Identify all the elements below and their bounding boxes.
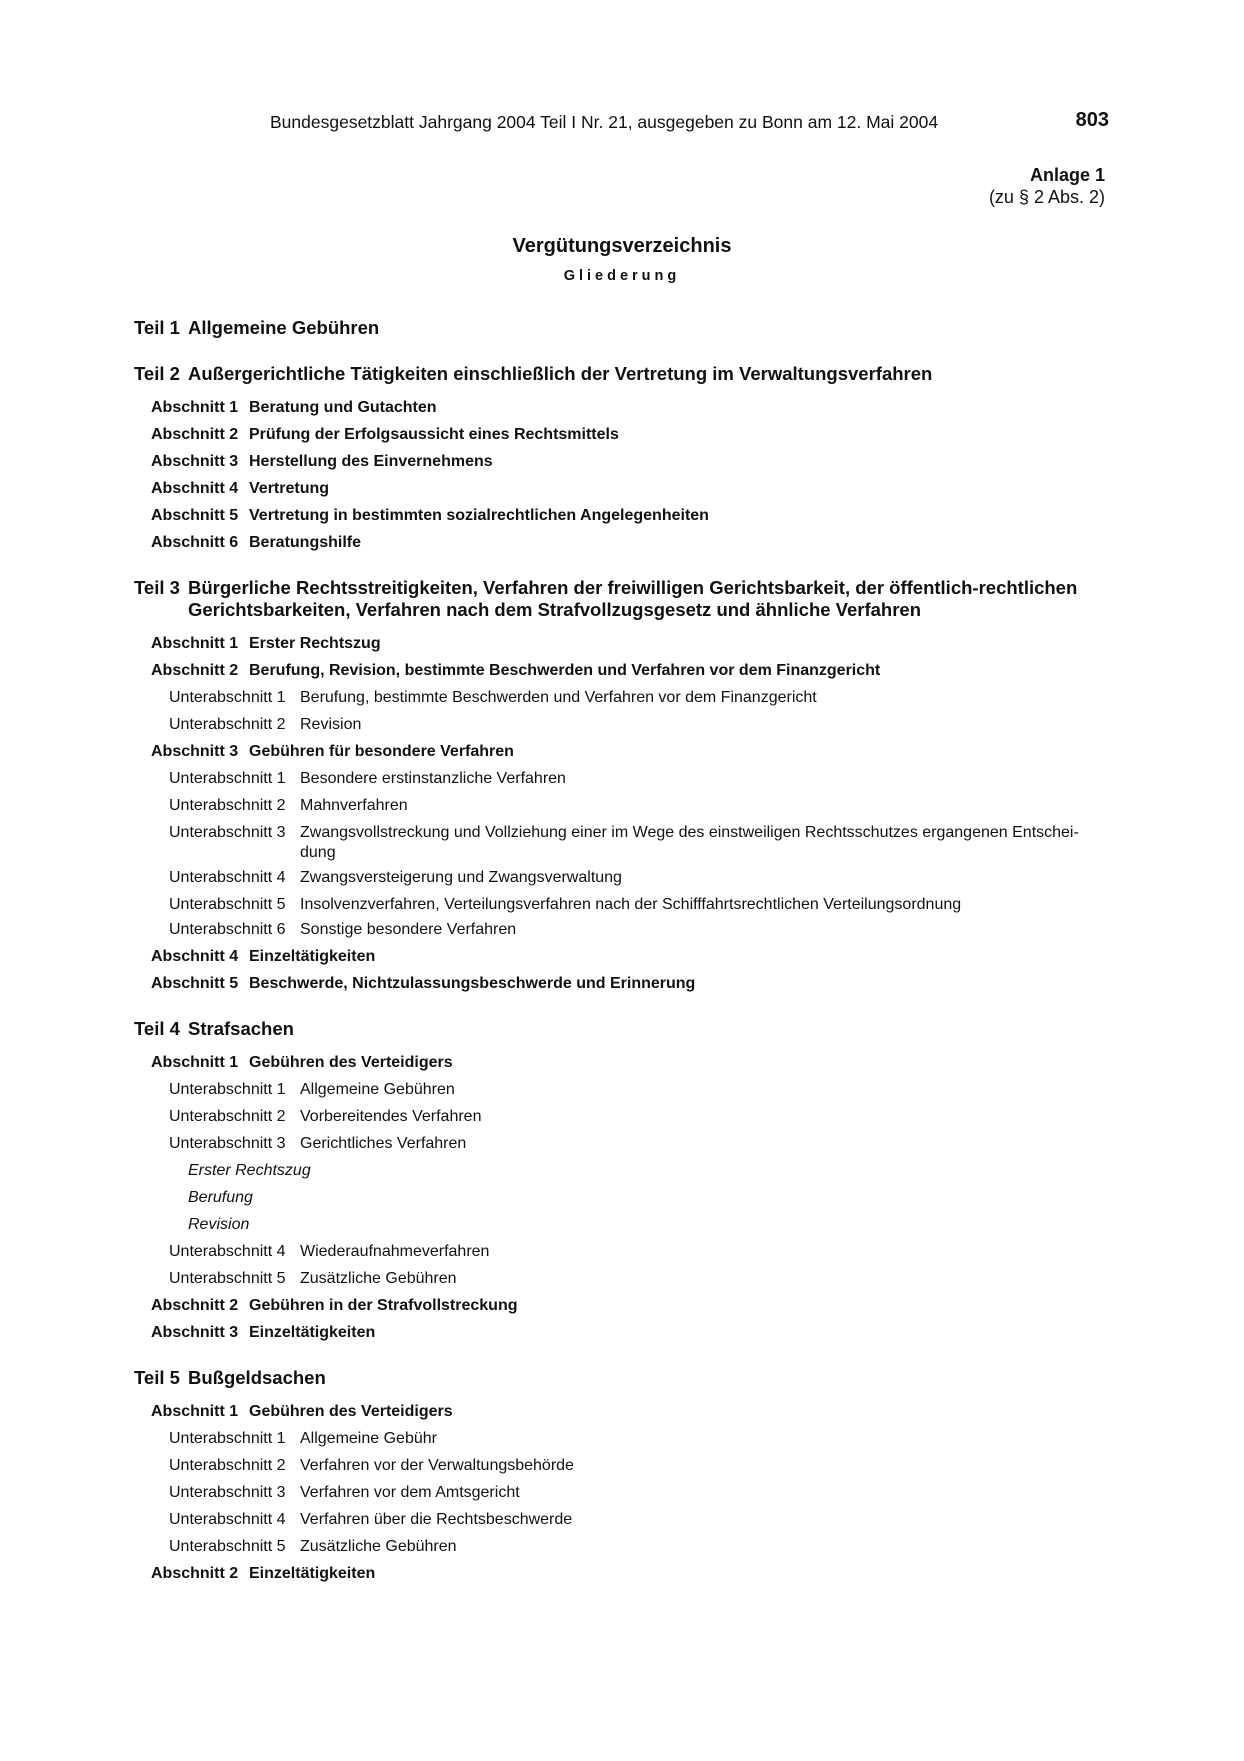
unterabschnitt-heading bbox=[169, 1483, 1100, 1503]
teil-number: Teil 3 bbox=[134, 577, 180, 598]
abschnitt-number: Abschnitt 3 bbox=[151, 1324, 239, 1341]
unterabschnitt-title: Sonstige besondere Verfahren bbox=[300, 921, 517, 938]
unterabschnitt-number: Unterabschnitt 4 bbox=[169, 869, 286, 886]
document-title: Vergütungsverzeichnis bbox=[512, 235, 732, 257]
abschnitt-number: Abschnitt 4 bbox=[151, 948, 239, 965]
abschnitt-title: Einzeltätigkeiten bbox=[249, 1324, 376, 1341]
unterabschnitt-number: Unterabschnitt 1 bbox=[169, 1430, 286, 1447]
unterabschnitt-title: Insolvenzverfahren, Verteilungsverfahren nach der Schifffahrtsrechtlichen Verteilungsordnung bbox=[300, 896, 962, 913]
abschnitt-number: Abschnitt 3 bbox=[151, 453, 239, 470]
abschnitt-title: Berufung, Revision, bestimmte Beschwerden und Verfahren vor dem Finanzgericht bbox=[249, 662, 881, 679]
unterabschnitt-number: Unterabschnitt 4 bbox=[169, 1243, 286, 1260]
abschnitt-heading bbox=[151, 452, 1100, 472]
unterabschnitt-number: Unterabschnitt 3 bbox=[169, 824, 286, 841]
unterabschnitt-title: Berufung, bestimmte Beschwerden und Verfahren vor dem Finanzgericht bbox=[300, 689, 817, 706]
unterabschnitt-title: Mahnverfahren bbox=[300, 797, 408, 814]
unterabschnitt-number: Unterabschnitt 5 bbox=[169, 1538, 286, 1555]
teil-number: Teil 4 bbox=[134, 1018, 180, 1039]
unterabschnitt-heading bbox=[169, 1107, 1100, 1127]
abschnitt-number: Abschnitt 6 bbox=[151, 534, 239, 551]
rechtszug-item: Berufung bbox=[188, 1189, 253, 1206]
abschnitt-title: Prüfung der Erfolgsaussicht eines Rechtsmittels bbox=[249, 426, 619, 443]
unterabschnitt-number: Unterabschnitt 2 bbox=[169, 1108, 286, 1125]
teil-title: Bußgeldsachen bbox=[188, 1367, 326, 1388]
abschnitt-heading bbox=[151, 1323, 1100, 1343]
unterabschnitt-number: Unterabschnitt 3 bbox=[169, 1484, 286, 1501]
unterabschnitt-title: Zwangsvollstreckung und Vollziehung einer im Wege des einstweiligen Rechtsschutzes ergangenen Entschei-dung bbox=[300, 824, 1079, 861]
unterabschnitt-heading bbox=[169, 1429, 1100, 1449]
abschnitt-number: Abschnitt 5 bbox=[151, 507, 239, 524]
unterabschnitt-number: Unterabschnitt 2 bbox=[169, 1457, 286, 1474]
teil-title: Bürgerliche Rechtsstreitigkeiten, Verfahren der freiwilligen Gerichtsbarkeit, der öffentlich-rechtlichen Gerichtsbarkeiten, Verfahren nach dem Strafvollzugsgesetz und ähnliche Verfahren bbox=[188, 577, 1078, 620]
abschnitt-title: Beratung und Gutachten bbox=[249, 399, 437, 416]
anlage-title: Anlage 1 bbox=[1029, 165, 1105, 185]
unterabschnitt-heading bbox=[169, 868, 1100, 888]
unterabschnitt-heading bbox=[169, 769, 1100, 789]
page-number: 803 bbox=[1075, 109, 1109, 131]
abschnitt-title: Gebühren des Verteidigers bbox=[249, 1403, 453, 1420]
abschnitt-title: Erster Rechtszug bbox=[249, 635, 381, 652]
abschnitt-title: Vertretung in bestimmten sozialrechtlichen Angelegenheiten bbox=[249, 507, 709, 524]
abschnitt-title: Gebühren des Verteidigers bbox=[249, 1054, 453, 1071]
teil-number: Teil 2 bbox=[134, 363, 180, 384]
unterabschnitt-heading bbox=[169, 823, 1100, 863]
abschnitt-number: Abschnitt 4 bbox=[151, 480, 239, 497]
unterabschnitt-title: Allgemeine Gebühren bbox=[300, 1081, 455, 1098]
unterabschnitt-heading bbox=[169, 1242, 1100, 1262]
teil-title: Strafsachen bbox=[188, 1018, 294, 1039]
unterabschnitt-number: Unterabschnitt 1 bbox=[169, 689, 286, 706]
teil-heading bbox=[134, 1018, 1100, 1040]
abschnitt-number: Abschnitt 1 bbox=[151, 635, 239, 652]
teil-title: Allgemeine Gebühren bbox=[188, 317, 380, 338]
unterabschnitt-title: Gerichtliches Verfahren bbox=[300, 1135, 467, 1152]
abschnitt-title: Vertretung bbox=[249, 480, 330, 497]
unterabschnitt-title: Allgemeine Gebühr bbox=[300, 1430, 437, 1447]
unterabschnitt-title: Zusätzliche Gebühren bbox=[300, 1538, 457, 1555]
unterabschnitt-number: Unterabschnitt 2 bbox=[169, 797, 286, 814]
teil-heading bbox=[134, 317, 1100, 339]
table-of-contents bbox=[134, 317, 1100, 1591]
abschnitt-title: Einzeltätigkeiten bbox=[249, 948, 376, 965]
teil-number: Teil 1 bbox=[134, 317, 180, 338]
unterabschnitt-number: Unterabschnitt 3 bbox=[169, 1135, 286, 1152]
unterabschnitt-heading bbox=[169, 1269, 1100, 1289]
unterabschnitt-title: Verfahren über die Rechtsbeschwerde bbox=[300, 1511, 573, 1528]
unterabschnitt-heading bbox=[169, 796, 1100, 816]
anlage-block bbox=[989, 164, 1105, 208]
unterabschnitt-number: Unterabschnitt 6 bbox=[169, 921, 286, 938]
unterabschnitt-heading bbox=[169, 895, 1100, 915]
anlage-reference: (zu § 2 Abs. 2) bbox=[988, 187, 1105, 207]
abschnitt-heading bbox=[151, 1053, 1100, 1073]
abschnitt-heading bbox=[151, 398, 1100, 418]
abschnitt-number: Abschnitt 1 bbox=[151, 1054, 239, 1071]
unterabschnitt-title: Wiederaufnahmeverfahren bbox=[300, 1243, 490, 1260]
unterabschnitt-title: Verfahren vor dem Amtsgericht bbox=[300, 1484, 520, 1501]
abschnitt-number: Abschnitt 3 bbox=[151, 743, 239, 760]
unterabschnitt-heading bbox=[169, 1510, 1100, 1530]
abschnitt-number: Abschnitt 2 bbox=[151, 1565, 239, 1582]
abschnitt-heading bbox=[151, 533, 1100, 553]
abschnitt-title: Herstellung des Einvernehmens bbox=[249, 453, 493, 470]
unterabschnitt-number: Unterabschnitt 5 bbox=[169, 896, 286, 913]
abschnitt-number: Abschnitt 2 bbox=[151, 1297, 239, 1314]
abschnitt-heading bbox=[151, 742, 1100, 762]
teil-heading bbox=[134, 363, 1100, 385]
page-header: Bundesgesetzblatt Jahrgang 2004 Teil I Nr. 21, ausgegeben zu Bonn am 12. Mai 2004 bbox=[270, 112, 939, 132]
unterabschnitt-number: Unterabschnitt 4 bbox=[169, 1511, 286, 1528]
teil-title: Außergerichtliche Tätigkeiten einschließlich der Vertretung im Verwaltungsverfahren bbox=[188, 363, 933, 384]
rechtszug-item: Erster Rechtszug bbox=[188, 1162, 311, 1179]
abschnitt-title: Beschwerde, Nichtzulassungsbeschwerde und Erinnerung bbox=[249, 975, 696, 992]
unterabschnitt-heading bbox=[169, 1537, 1100, 1557]
abschnitt-title: Gebühren in der Strafvollstreckung bbox=[249, 1297, 518, 1314]
abschnitt-number: Abschnitt 1 bbox=[151, 1403, 239, 1420]
unterabschnitt-number: Unterabschnitt 1 bbox=[169, 770, 286, 787]
document-subtitle: Gliederung bbox=[563, 268, 681, 284]
unterabschnitt-heading bbox=[169, 1134, 1100, 1154]
abschnitt-title: Gebühren für besondere Verfahren bbox=[249, 743, 514, 760]
abschnitt-number: Abschnitt 2 bbox=[151, 662, 239, 679]
unterabschnitt-number: Unterabschnitt 1 bbox=[169, 1081, 286, 1098]
abschnitt-number: Abschnitt 5 bbox=[151, 975, 239, 992]
abschnitt-heading bbox=[151, 661, 1100, 681]
unterabschnitt-title: Verfahren vor der Verwaltungsbehörde bbox=[300, 1457, 574, 1474]
abschnitt-heading bbox=[151, 479, 1100, 499]
unterabschnitt-title: Besondere erstinstanzliche Verfahren bbox=[300, 770, 566, 787]
abschnitt-heading bbox=[151, 506, 1100, 526]
unterabschnitt-number: Unterabschnitt 2 bbox=[169, 716, 286, 733]
unterabschnitt-title: Vorbereitendes Verfahren bbox=[300, 1108, 482, 1125]
teil-heading bbox=[134, 577, 1100, 621]
rechtszug-item: Revision bbox=[188, 1216, 250, 1233]
abschnitt-title: Beratungshilfe bbox=[249, 534, 362, 551]
teil-heading bbox=[134, 1367, 1100, 1389]
unterabschnitt-title: Revision bbox=[300, 716, 362, 733]
unterabschnitt-heading bbox=[169, 1456, 1100, 1476]
unterabschnitt-heading bbox=[169, 688, 1100, 708]
abschnitt-title: Einzeltätigkeiten bbox=[249, 1565, 376, 1582]
unterabschnitt-heading bbox=[169, 715, 1100, 735]
unterabschnitt-title: Zusätzliche Gebühren bbox=[300, 1270, 457, 1287]
teil-number: Teil 5 bbox=[134, 1367, 180, 1388]
abschnitt-heading bbox=[151, 425, 1100, 445]
abschnitt-heading bbox=[151, 947, 1100, 967]
abschnitt-heading bbox=[151, 1402, 1100, 1422]
abschnitt-number: Abschnitt 2 bbox=[151, 426, 239, 443]
unterabschnitt-title: Zwangsversteigerung und Zwangsverwaltung bbox=[300, 869, 622, 886]
abschnitt-number: Abschnitt 1 bbox=[151, 399, 239, 416]
unterabschnitt-heading bbox=[169, 920, 1100, 940]
abschnitt-heading bbox=[151, 1564, 1100, 1584]
abschnitt-heading bbox=[151, 974, 1100, 994]
unterabschnitt-heading bbox=[169, 1080, 1100, 1100]
abschnitt-heading bbox=[151, 634, 1100, 654]
unterabschnitt-number: Unterabschnitt 5 bbox=[169, 1270, 286, 1287]
abschnitt-heading bbox=[151, 1296, 1100, 1316]
